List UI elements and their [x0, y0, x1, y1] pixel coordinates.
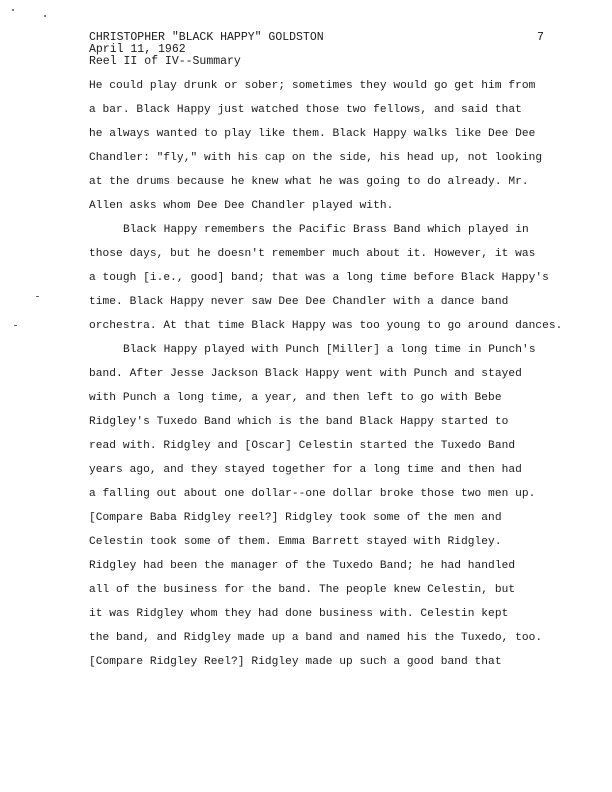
text-line: band. After Jesse Jackson Black Happy went with Punch and stayed	[89, 368, 522, 380]
text-line: Ridgley had been the manager of the Tuxedo Band; he had handled	[89, 560, 516, 572]
text-line: it was Ridgley whom they had done business with. Celestin kept	[89, 608, 509, 620]
text-line: Ridgley's Tuxedo Band which is the band Black Happy started to	[89, 416, 509, 428]
text-line: those days, but he doesn't remember much about it. However, it was	[89, 248, 536, 260]
header-title: CHRISTOPHER "BLACK HAPPY" GOLDSTON	[89, 31, 324, 44]
text-line: orchestra. At that time Black Happy was too young to go around dances.	[89, 320, 563, 332]
text-line: [Compare Baba Ridgley reel?] Ridgley took some of the men and	[89, 512, 502, 524]
text-line: the band, and Ridgley made up a band and named his the Tuxedo, too.	[89, 632, 543, 644]
text-line: all of the business for the band. The people knew Celestin, but	[89, 584, 516, 596]
scan-speck	[36, 296, 39, 297]
text-line: read with. Ridgley and [Oscar] Celestin started the Tuxedo Band	[89, 440, 516, 452]
text-line: Black Happy remembers the Pacific Brass Band which played in	[123, 224, 529, 236]
scan-speck	[12, 9, 14, 11]
text-line: Celestin took some of them. Emma Barrett stayed with Ridgley.	[89, 536, 502, 548]
text-line: Allen asks whom Dee Dee Chandler played with.	[89, 200, 394, 212]
scan-speck	[44, 15, 46, 17]
page-number: 7	[537, 31, 544, 44]
text-line: a tough [i.e., good] band; that was a long time before Black Happy's	[89, 272, 549, 284]
text-line: time. Black Happy never saw Dee Dee Chandler with a dance band	[89, 296, 509, 308]
text-line: at the drums because he knew what he was going to do already. Mr.	[89, 176, 529, 188]
text-line: Chandler: "fly," with his cap on the side, his head up, not looking	[89, 152, 543, 164]
scan-speck	[14, 325, 17, 326]
header-date: April 11, 1962	[89, 43, 186, 56]
text-line: a bar. Black Happy just watched those two fellows, and said that	[89, 104, 522, 116]
text-line: years ago, and they stayed together for a long time and then had	[89, 464, 522, 476]
text-line: a falling out about one dollar--one dollar broke those two men up.	[89, 488, 536, 500]
text-line: with Punch a long time, a year, and then left to go with Bebe	[89, 392, 502, 404]
text-line: he always wanted to play like them. Black Happy walks like Dee Dee	[89, 128, 536, 140]
text-line: He could play drunk or sober; sometimes they would go get him from	[89, 80, 536, 92]
text-line: [Compare Ridgley Reel?] Ridgley made up such a good band that	[89, 656, 502, 668]
header-reel: Reel II of IV--Summary	[89, 55, 241, 68]
text-line: Black Happy played with Punch [Miller] a long time in Punch's	[123, 344, 536, 356]
